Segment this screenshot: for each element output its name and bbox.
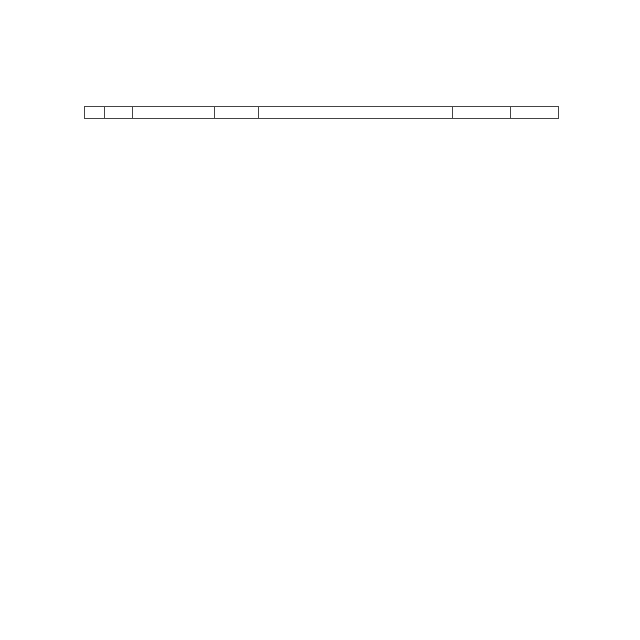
header-desc bbox=[259, 107, 453, 119]
signature-footer bbox=[84, 545, 558, 553]
document-sheet bbox=[84, 84, 558, 554]
flowchart bbox=[132, 115, 212, 545]
header-dept bbox=[215, 107, 259, 119]
header-record bbox=[453, 107, 511, 119]
header-step bbox=[105, 107, 133, 119]
table-header-row bbox=[85, 107, 559, 119]
header-flow bbox=[133, 107, 215, 119]
process-table bbox=[84, 106, 559, 119]
document-title bbox=[84, 84, 558, 96]
header-note bbox=[511, 107, 559, 119]
header-no bbox=[85, 107, 105, 119]
